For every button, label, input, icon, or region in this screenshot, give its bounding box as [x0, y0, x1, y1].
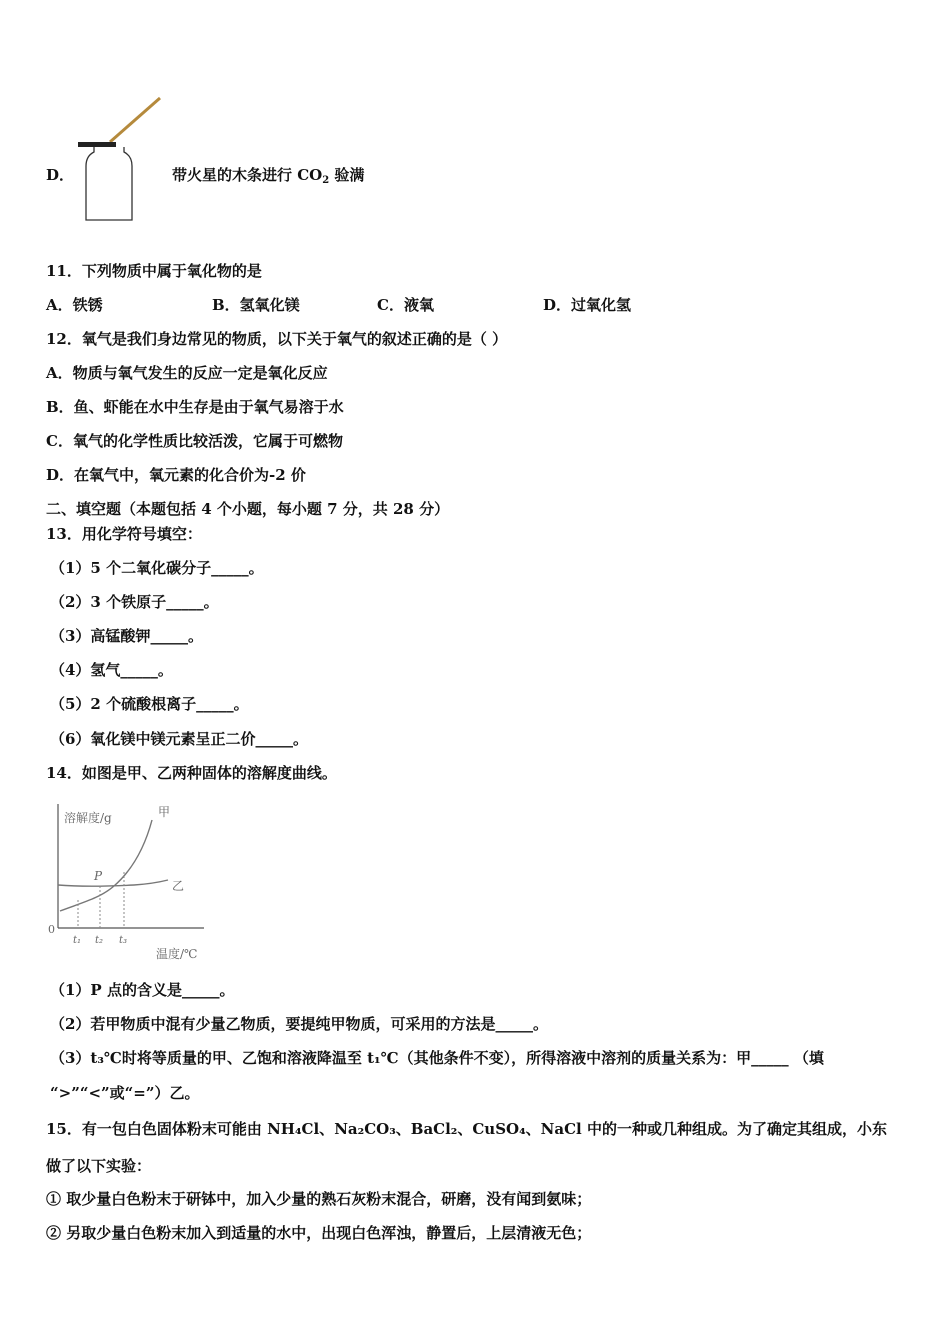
q10-option-d-label: D．	[46, 166, 75, 184]
q13-item-2: （2）3 个铁原子_____。	[50, 593, 219, 611]
point-p-label: P	[94, 869, 103, 883]
x-axis-label: 温度/℃	[156, 947, 198, 961]
series-yi-label: 乙	[172, 879, 185, 893]
y-axis-label: 溶解度/g	[64, 811, 112, 825]
q11-option-c: C．液氧	[377, 296, 434, 314]
solubility-chart	[44, 800, 224, 968]
q11-option-d: D．过氧化氢	[543, 296, 632, 314]
q12-option-a: A．物质与氧气发生的反应一定是氧化反应	[46, 364, 328, 382]
x-tick-t3: t₃	[119, 935, 128, 946]
q11-option-a: A．铁锈	[46, 296, 103, 314]
q13-item-3: （3）高锰酸钾_____。	[50, 627, 203, 645]
q12-option-b: B．鱼、虾能在水中生存是由于氧气易溶于水	[46, 398, 344, 416]
q14-item-3: （3）t₃℃时将等质量的甲、乙饱和溶液降温至 t₁℃（其他条件不变），所得溶液中溶剂的质量关系为：甲_____ （填	[50, 1049, 824, 1067]
q15-step-1: ① 取少量白色粉末于研钵中，加入少量的熟石灰粉末混合，研磨，没有闻到氨味；	[46, 1190, 592, 1208]
q14-item-3-cont: “>”“<”或“=”）乙。	[50, 1084, 200, 1102]
q15-step-2: ② 另取少量白色粉末加入到适量的水中，出现白色浑浊，静置后，上层清液无色；	[46, 1224, 592, 1242]
q12-option-c: C．氧气的化学性质比较活泼，它属于可燃物	[46, 432, 343, 450]
q11-option-b: B．氢氧化镁	[212, 296, 300, 314]
q13-item-5: （5）2 个硫酸根离子_____。	[50, 695, 249, 713]
section-heading: 二、填空题（本题包括 4 个小题，每小题 7 分，共 28 分）	[46, 500, 450, 518]
x-tick-t1: t₁	[73, 935, 82, 946]
q15-stem-line2: 做了以下实验：	[46, 1157, 152, 1175]
q10-option-d-text: 带火星的木条进行 $CO_2$ 验满	[172, 166, 365, 186]
series-jia-label: 甲	[158, 805, 171, 819]
q11-stem: 11．下列物质中属于氧化物的是	[46, 262, 262, 280]
q13-item-6: （6）氧化镁中镁元素呈正二价_____。	[50, 730, 308, 748]
q14-item-1: （1）P 点的含义是_____。	[50, 981, 235, 999]
q12-stem: 12．氧气是我们身边常见的物质，以下关于氧气的叙述正确的是（ ）	[46, 330, 508, 348]
q12-option-d: D．在氧气中，氧元素的化合价为-2 价	[46, 466, 306, 484]
origin-label: 0	[48, 923, 55, 936]
q13-stem: 13．用化学符号填空：	[46, 525, 202, 543]
series-jia-curve	[60, 820, 152, 911]
series-yi-curve	[58, 880, 168, 886]
x-tick-t2: t₂	[95, 935, 104, 946]
gas-bottle-figure	[70, 96, 170, 226]
q14-item-2: （2）若甲物质中混有少量乙物质，要提纯甲物质，可采用的方法是_____。	[50, 1015, 548, 1033]
q15-stem-line1: 15．有一包白色固体粉末可能由 NH₄Cl、Na₂CO₃、BaCl₂、CuSO₄、NaCl 中的一种或几种组成。为了确定其组成，小东	[46, 1120, 887, 1138]
q14-stem: 14．如图是甲、乙两种固体的溶解度曲线。	[46, 764, 337, 782]
q13-item-1: （1）5 个二氧化碳分子_____。	[50, 559, 264, 577]
q13-item-4: （4）氢气_____。	[50, 661, 173, 679]
